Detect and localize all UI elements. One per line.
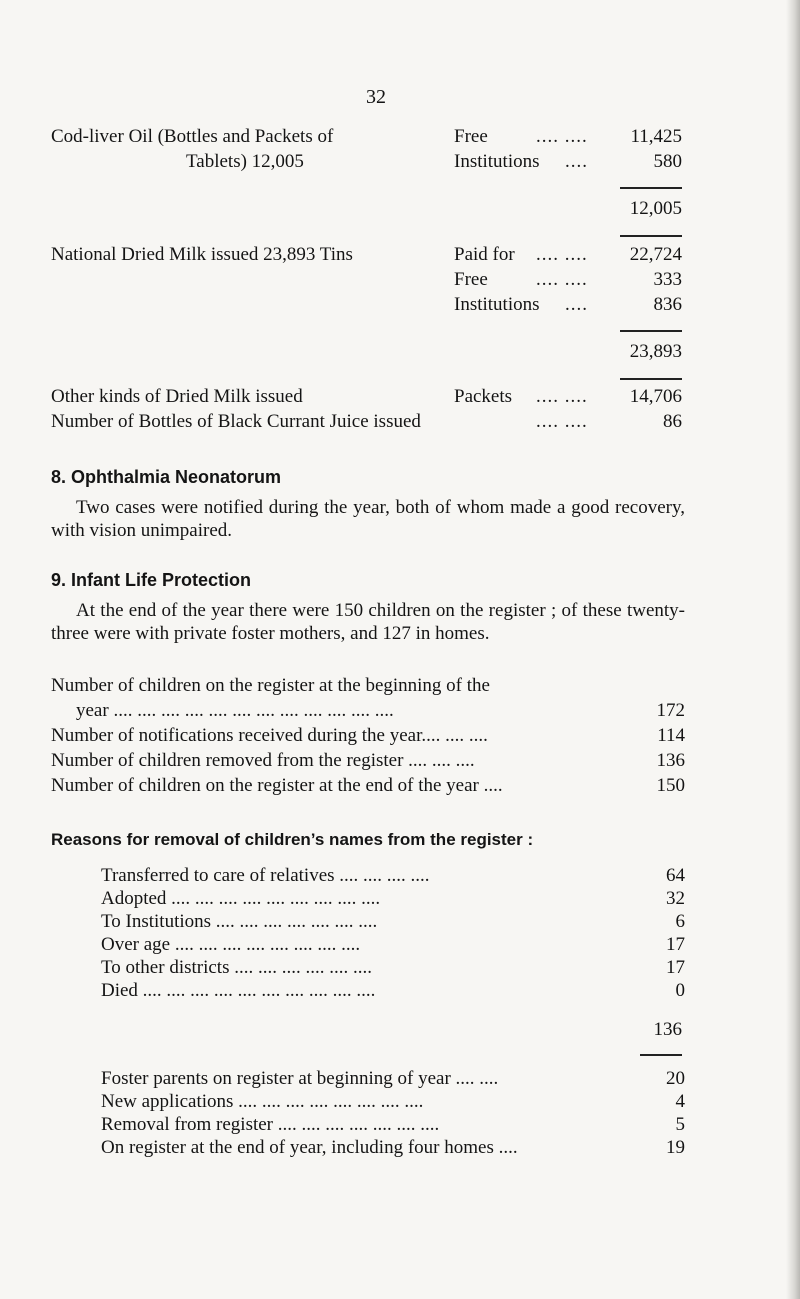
- foster-row: [101, 1067, 685, 1090]
- reason-row: [101, 887, 685, 910]
- ndm-institutions-value: 836: [653, 294, 682, 315]
- reasons-total: 136: [653, 1019, 682, 1040]
- foster-value: 19: [666, 1137, 685, 1158]
- reason-value: 6: [675, 911, 685, 932]
- register-row-label2: year .... .... .... .... .... .... .... .... .... .... .... ....: [76, 700, 394, 721]
- reason-value: 17: [666, 957, 685, 978]
- reason-row: [101, 910, 685, 933]
- reason-value: 17: [666, 934, 685, 955]
- foster-row: [101, 1136, 685, 1159]
- cod-liver-institutions-value: 580: [653, 151, 682, 172]
- cod-liver-institutions-label: Institutions: [454, 151, 540, 172]
- black-currant-dots: .... ....: [536, 411, 588, 432]
- reason-label: To Institutions .... .... .... .... .... .... ....: [101, 911, 378, 932]
- black-currant-label: Number of Bottles of Black Currant Juice issued: [51, 411, 421, 432]
- reason-label: Over age .... .... .... .... .... .... .... ....: [101, 934, 361, 955]
- foster-value: 20: [666, 1068, 685, 1089]
- national-milk-top-rule: [620, 235, 682, 237]
- ndm-institutions-label: Institutions: [454, 294, 540, 315]
- reason-value: 32: [666, 888, 685, 909]
- foster-row: [101, 1090, 685, 1113]
- cod-liver-free-label: Free: [454, 126, 488, 147]
- register-row-label: Number of children on the register at the beginning of the: [51, 675, 490, 696]
- register-row: [51, 774, 685, 797]
- foster-label: Foster parents on register at beginning of year .... ....: [101, 1068, 499, 1089]
- cod-liver-total: 12,005: [629, 198, 682, 219]
- reason-row: [101, 979, 685, 1002]
- register-row: [51, 699, 685, 722]
- foster-value: 4: [675, 1091, 685, 1112]
- other-milk-top-rule: [620, 378, 682, 380]
- cod-liver-free-value: 11,425: [630, 126, 682, 147]
- foster-value: 5: [675, 1114, 685, 1135]
- reason-label: Transferred to care of relatives .... .... .... ....: [101, 865, 430, 886]
- other-milk-packets-label: Packets: [454, 386, 513, 407]
- register-row: [51, 674, 685, 697]
- register-row: [51, 724, 685, 747]
- black-currant-value: 86: [663, 411, 682, 432]
- foster-label: New applications .... .... .... .... .... .... .... ....: [101, 1091, 424, 1112]
- other-milk-value: 14,706: [629, 386, 682, 407]
- ndm-free-value: 333: [653, 269, 682, 290]
- cod-liver-total-rule: [620, 187, 682, 189]
- register-row-value: 136: [656, 750, 685, 771]
- ndm-paid-dots: .... ....: [536, 244, 588, 265]
- foster-label: On register at the end of year, including four homes ....: [101, 1137, 518, 1158]
- ndm-free-dots: .... ....: [536, 269, 588, 290]
- register-row: [51, 749, 685, 772]
- page-edge-shadow: [786, 0, 800, 1299]
- cod-liver-free-dots: .... ....: [536, 126, 588, 147]
- reasons-heading: Reasons for removal of children’s names from the register :: [51, 830, 534, 849]
- cod-liver-institutions-dots: ....: [565, 151, 588, 172]
- cod-liver-label-line2: Tablets) 12,005: [186, 151, 304, 172]
- ndm-free-label: Free: [454, 269, 488, 290]
- national-dried-milk-label: National Dried Milk issued 23,893 Tins: [51, 244, 353, 265]
- reason-value: 0: [675, 980, 685, 1001]
- reasons-total-rule: [640, 1054, 682, 1056]
- reason-label: Adopted .... .... .... .... .... .... .... .... ....: [101, 888, 381, 909]
- reason-label: Died .... .... .... .... .... .... .... .... .... ....: [101, 980, 376, 1001]
- register-row-label: Number of notifications received during the year.... .... ....: [51, 725, 488, 746]
- page-number: 32: [366, 86, 386, 108]
- section-8-heading: 8. Ophthalmia Neonatorum: [51, 467, 282, 487]
- other-milk-label: Other kinds of Dried Milk issued: [51, 386, 303, 407]
- section-9-heading: 9. Infant Life Protection: [51, 570, 252, 590]
- section-8-text: Two cases were notified during the year, both of whom made a good recovery, with vision unimpaired.: [51, 497, 685, 541]
- section-9-text: At the end of the year there were 150 children on the register ; of these twenty-three were with private foster mothers, and 127 in homes.: [51, 600, 685, 644]
- reason-row: [101, 956, 685, 979]
- ndm-paid-value: 22,724: [629, 244, 682, 265]
- ndm-institutions-dots: ....: [565, 294, 588, 315]
- foster-row: [101, 1113, 685, 1136]
- reason-value: 64: [666, 865, 685, 886]
- ndm-total: 23,893: [629, 341, 682, 362]
- reason-row: [101, 864, 685, 887]
- reason-label: To other districts .... .... .... .... .... ....: [101, 957, 372, 978]
- register-row-value: 150: [656, 775, 685, 796]
- register-row-label: Number of children on the register at the end of the year ....: [51, 775, 503, 796]
- other-milk-dots: .... ....: [536, 386, 588, 407]
- register-row-value: 114: [657, 725, 685, 746]
- reason-row: [101, 933, 685, 956]
- register-row-value: 172: [656, 700, 685, 721]
- ndm-total-rule: [620, 330, 682, 332]
- cod-liver-label-line1: Cod-liver Oil (Bottles and Packets of: [51, 126, 334, 147]
- register-row-label: Number of children removed from the register .... .... ....: [51, 750, 475, 771]
- ndm-paid-label: Paid for: [454, 244, 515, 265]
- foster-label: Removal from register .... .... .... .... .... .... ....: [101, 1114, 440, 1135]
